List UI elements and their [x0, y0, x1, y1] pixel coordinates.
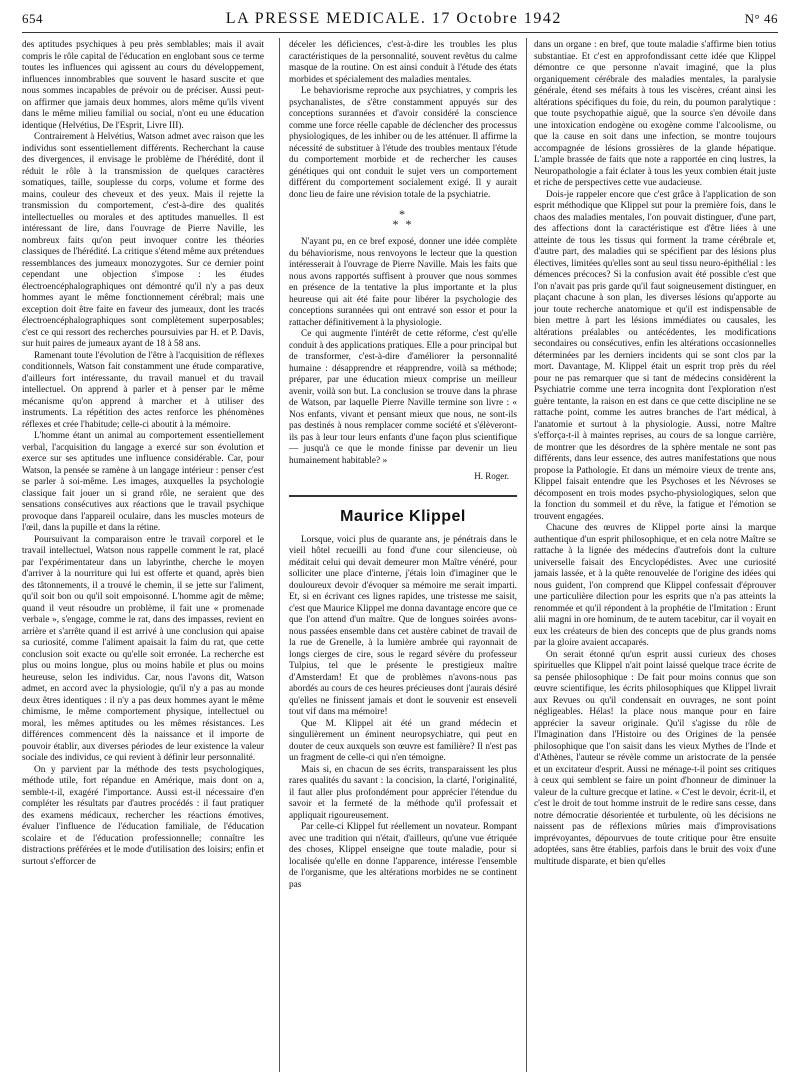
paragraph: Le behaviorisme reproche aux psychiatres, y compris les psychanalistes, de s'être constamment appuyés sur des conceptions surannées et d'avoir considéré la conscience comme une force réelle capable de déclencher des processus physiologiques, de les inhiber ou de les atténuer. Il affirme la nécessité de substituer à l'étude des troubles mentaux l'étude du comportement morbide et de rechercher les causes génétiques qui ont conduit le sujet vers un comportement différent du comportement socialement exigé. Il y aurait donc lieu de faire une révision totale de la psychiatrie.: [289, 86, 517, 200]
column-right: [534, 40, 776, 1072]
paragraph: On y parvient par la méthode des tests psychologiques, méthode utile, fort répandue en Amérique, mais dont on a, semble-t-il, exagéré l'importance. Aussi est-il nécessaire d'en compléter les résultats par d'autres procédés : il faut pratiquer des examens médicaux, rechercher les réactions émotives, évaluer l'influence de l'éducation familiale, de l'éducation scolaire et de l'éducation professionnelle; connaître les distractions préférées et le mode d'utilisation des loisirs; enfin et surtout s'efforcer de: [22, 764, 264, 867]
page-number: 654: [22, 11, 43, 26]
section-rule: [289, 495, 517, 497]
article-title: Maurice Klippel: [340, 507, 466, 525]
author-signature: H. Roger.: [474, 471, 509, 481]
paragraph: Chacune des œuvres de Klippel porte ainsi la marque authentique d'un esprit philosophique, et en cela notre Maître se rattache à la lignée des médecins d'autrefois dont la culture universelle faisait des Encyclopédistes. Avec une curiosité jamais lassée, et à la quête renouvelée de l'origine des idées qui nous guident, l'on comprend que Klippel confessait d'éprouver une particulière dilection pour les esprits que n'a pas atteints la renommée et qu'il répondent à la prophétie de l'Imitation : Erunt alii magni in ore hominum, de te autem tacebitur, car il voyait en eux les créateurs de bien des concepts que de plus grands noms par la gloire avaient accaparés.: [534, 523, 776, 648]
journal-title: LA PRESSE MEDICALE. 17 Octobre 1942: [225, 10, 562, 27]
paragraph: Ce qui augmente l'intérêt de cette réforme, c'est qu'elle conduit à des applications pratiques. Elle a pour principal but de transformer, c'est-à-dire d'améliorer la personnalité humaine : désapprendre et réapprendre, voilà sa méthode; préparer, par une éducation mieux comprise un meilleur avenir, voilà son but. La conclusion se trouve dans la phrase de Watson, par laquelle Pierre Naville termine son livre : « Nos enfants, vivant et pensant mieux que nous, ne sont-ils pas destinés à nous remplacer comme société et s'élèveront-ils pas à leur tour leurs enfants d'une façon plus scientifique — jusqu'à ce que le monde finisse par devenir un lieu humainement habitable? »: [289, 329, 517, 466]
column-left: [22, 40, 264, 1072]
column-divider: [279, 38, 280, 1072]
paragraph: Poursuivant la comparaison entre le travail corporel et le travail intellectuel, Watson nous rappelle comment le rat, placé par l'expérimentateur dans un labyrinthe, cherche le moyen d'arriver à la nourriture qui lui est offerte et quand, après bien des tâtonnements, il a trouvé le chemin, il se jette sur l'aliment, qu'il soit bon ou qu'il soit empoisonné. L'homme agit de même; quand il veut résoudre un problème, il fait une « promenade verbale », s'engage, comme le rat, dans des impasses, revient en arrière et s'arrête quand il est arrivé à une conclusion qui apaise sa curiosité, comme l'aliment apaisait la faim du rat, que cette conclusion soit exacte ou qu'elle soit erronée. La recherche est plus ou moins longue, plus ou moins habile et plus ou moins heureuse, selon les individus. Car, nous l'avons dit, Watson admet, en accord avec la physiologie, qu'il n'y a pas au monde deux êtres identiques : il n'y a pas deux hommes ayant le même chimisme, le même comportement physique, intellectuel ou moral, les mêmes aptitudes ou les mêmes résistances. Les différences commencent dès la naissance et il importe de pouvoir établir, aux diverses périodes de leur existence la valeur sociale des individus, ce qui revient à définir leur personnalité.: [22, 534, 264, 763]
paragraph: Que M. Klippel ait été un grand médecin et singulièrement un éminent neuropsychiatre, qui peut en douter de ceux auxquels son œuvre est familière? Il n'est pas un fragment de celle-ci qui n'en témoigne.: [289, 718, 517, 763]
paragraph: Lorsque, voici plus de quarante ans, je pénétrais dans le vieil hôtel recueilli au fond d'une cour silencieuse, où méditait celui qui devait demeurer mon Maître vénéré, pour solliciter une place d'interne, j'étais loin d'imaginer que le douloureux devoir d'évoquer sa mémoire me serait imparti. Et, si en écrivant ces lignes rapides, une tristesse me saisit, c'est que Maurice Klippel me donna davantage encore que ce que l'on attend d'un maître. Que de longues soirées avons-nous passées ensemble dans cet austère cabinet de travail de la rue de Grenelle, à la lumière ambrée qui rayonnait de longs cierges de cire, sous le regard sévère du professeur Tulpius, tel que le présente le prestigieux maître d'Amsterdam! Et que de problèmes n'avons-nous pas abordés au cours de ces heures précieuses dont j'aurais désiré qu'elles ne finissent jamais et dont le souvenir est enseveli tout vif dans ma mémoire!: [289, 534, 517, 717]
page-header: [22, 6, 778, 32]
column-middle: [289, 40, 517, 1072]
header-rule: [22, 32, 778, 33]
paragraph: déceler les déficiences, c'est-à-dire les troubles les plus caractéristiques de la personnalité, souvent revêtus du calme masque de la routine. On est ainsi conduit à l'étude des états morbides et spécialement des maladies mentales.: [289, 40, 517, 85]
paragraph: N'ayant pu, en ce bref exposé, donner une idée complète du béhaviorisme, nous renvoyons le lecteur que la question intéresserait à l'ouvrage de Pierre Naville. Mais les faits que nous avons rapportés suffisent à prouver que nous sommes en présence de la tentative la plus importante et la plus heureuse qui ait été faite pour libérer la psychologie des conceptions surannées qui ont entravé son essor et pour la rattacher définitivement à la physiologie.: [289, 237, 517, 328]
paragraph: des aptitudes psychiques à peu près semblables; mais il avait compris le rôle capital de l'éducation en englobant sous ce terme toutes les influences qui agissent au cours du développement, influences innombrables que souvent le hasard suscite et que nous sommes incapables de prévoir ou de préciser. Aussi peut-on affirmer que jamais deux hommes, alors même qu'ils vivent dans le même milieu familial ou social, n'ont eu une éducation identique (Helvétius, De l'Esprit, Livre III).: [22, 40, 264, 131]
paragraph: dans un organe : en bref, que toute maladie s'affirme bien totius substantiae. Et c'est en approfondissant cette idée que Klippel démontre ce que personne n'avait imaginé, que la plus organiquement cérébrale des maladies mentales, la paralysie générale, étend ses méfaits à tous les viscères, créant ainsi les altérations spécifiques du foie, du rein, du poumon paralytique : que toute psychopathie aiguë, que la source s'en dévoile dans une intoxication endogène ou exogène comme l'alcoolisme, ou que la cause en soit dans une infection, se montre toujours accompagnée de lésions grossières de la glande hépatique. L'ample brassée de faits que note a rapportée en cinq lustres, la Neuropathologie a fait éclater à tous les yeux combien était juste et riche de perspectives cette vue audacieuse.: [534, 40, 776, 188]
paragraph: Par celle-ci Klippel fut réellement un novateur. Rompant avec une tradition qui n'était, d'ailleurs, qu'une vue étriquée des choses, Klippel enseigne que toute maladie, pour si localisée qu'elle en donne l'apparence, intéresse l'ensemble de l'organisme, que les altérations morbides ne se continent pas: [289, 822, 517, 890]
paragraph: Dois-je rappeler encore que c'est grâce à l'application de son esprit méthodique que Klippel sut pour la première fois, dans le chaos des maladies mentales, l'on pouvait distinguer, d'une part, des affections dont la caractéristique est d'être liées à une atteinte de tous les tissus qui forment la trame cérébrale et, d'autre part, des maladies qui se spécifient par des lésions plus électives, limitées qu'elles sont au seul tissu neuro-épithélial : les démences précoces? Si la confusion avait été possible c'est que l'on n'avait pas pris garde qu'il faut soigneusement distinguer, en plaçant chacune à son plan, les diverses lésions qu'apporte au jour toute recherche anatomique et qu'il est indispensable de bien mettre à part les lésions immédiates ou causales, les altérations préalables ou antécédentes, les modifications secondaires ou consécutives, enfin les altérations occasionnelles déterminées par les derniers incidents qui se sont clos par la mort. Davantage, M. Klippel était un esprit trop près du réel pour ne pas remarquer que si tant de médecins considèrent la Psychiatrie comme une terra incognita dont l'exploration n'est guère tentante, la raison en est dans ce que cette discipline ne se rattache point, comme les autres branches de l'art médical, à l'anatomie et surtout à la physiologie. Aussi, notre Maître s'efforça-t-il à maintes reprises, au cours de sa longue carrière, de montrer que les désordres de la sphère mentale ne sont pas différents, dans leur essence, des autres manifestations que nous propose la Pathologie. Et dans un mémoire vieux de trente ans, Klippel faisait entendre que les Psychoses et les Névroses se décomposent en trois modes psycho-physiologiques, selon que la fonction du sommeil et du rêve, la fatigue et l'émotion se trouvent engagées.: [534, 189, 776, 522]
column-divider: [526, 38, 527, 1072]
paragraph: On serait étonné qu'un esprit aussi curieux des choses spirituelles que Klippel n'ait point laissé quelque trace écrite de sa pensée philosophique : De fait pour moins connus que son œuvre scientifique, les écrits philosophiques que Klippel livrait aux Revues ou qu'il condensait en ouvrages, ne sont point négligeables. Hélas! la place nous manque pour en faire apprécier la saveur originale. Qu'il s'agisse du rôle de l'Imagination dans l'Histoire ou des Origines de la pensée philosophique que l'on saisit dans les vieux Mythes de l'Inde et d'Athènes, l'auteur se révèle comme un aristocrate de la pensée et un excitateur d'esprit. Aussi ne ménage-t-il point ses critiques à ceux qui semblent se faire un point d'honneur de diminuer la valeur de la culture grecque et latine. « C'est le devoir, écrit-il, et c'est le droit de tout homme instruit de le redire sans cesse, dans notre démocratie désorientée et turbulente, où les décisions ne naissent pas de réflexions mûries mais d'improvisations imprévoyantes, dépourvues de toute critique pour être ensuite adoptées, sans être établies, parfois dans le bruit des voix d'une multitude disparate, et bien qu'elles: [534, 649, 776, 867]
issue-number: N° 46: [744, 11, 778, 26]
paragraph: L'homme étant un animal au comportement essentiellement verbal, l'acquisition du langage a exercé sur son évolution et exerce sur ses aptitudes une influence considérable. Car, pour Watson, la pensée se ramène à un langage intérieur : penser c'est se parler à soi-même. Les images, auxquelles la psychologie classique fait jouer un si grand rôle, ne seraient que des sensations consécutives aux réactions que le travail psychique provoque dans l'appareil oculaire, dans les muscles moteurs de l'œil, dans la pupille et dans la rétine.: [22, 431, 264, 533]
paragraph: Contrairement à Helvétius, Watson admet avec raison que les individus sont essentiellement différents. Recherchant la cause des divergences, il envisage le problème de l'hérédité, dont il réduit le rôle à la transmission de quelques caractères somatiques, taille, souplesse du corps, volume et forme des mains, couleur des cheveux et des yeux. Mais il rejette la transmission du comportement, c'est-à-dire des qualités intellectuelles ou morales et des aptitudes manuelles. Il est intéressant de lire, dans l'ouvrage de Pierre Naville, les nombreux faits qu'on peut invoquer contre les théories classiques de l'hérédité. La critique s'étend même aux prétendues ressemblances des jumeaux monozygotes. Sur ce dernier point cependant une objection s'impose : les études électroencéphalographiques ont démontré qu'il n'y a pas deux hommes ayant le même fonctionnement cérébral; mais une exception doit être faite en faveur des jumeaux, dont les tracés électroencéphalographiques sont complètement superposables; c'est ce qui ressort des recherches poursuivies par H. et P. Davis, sur huit paires de jumeaux ayant de 18 à 58 ans.: [22, 132, 264, 349]
paragraph: Mais si, en chacun de ses écrits, transparaissent les plus rares qualités du savant : la concision, la clarté, l'originalité, il faut aller plus profondément pour apprécier l'étendue du savoir et la fermeté de la méthode qu'il professait et appliquait rigoureusement.: [289, 764, 517, 821]
section-separator: * * *: [392, 207, 414, 231]
paragraph: Ramenant toute l'évolution de l'être à l'acquisition de réflexes conditionnels, Watson fait constamment une étude comparative, d'ailleurs fort intéressante, du travail manuel et du travail intellectuel. On apprend à parler et à penser par le même mécanisme qu'on apprend à marcher et à utiliser des instruments. La répétition des actes renforce les phénomènes réflexes et crée l'habitude; celle-ci aboutit à la mémoire.: [22, 350, 264, 430]
